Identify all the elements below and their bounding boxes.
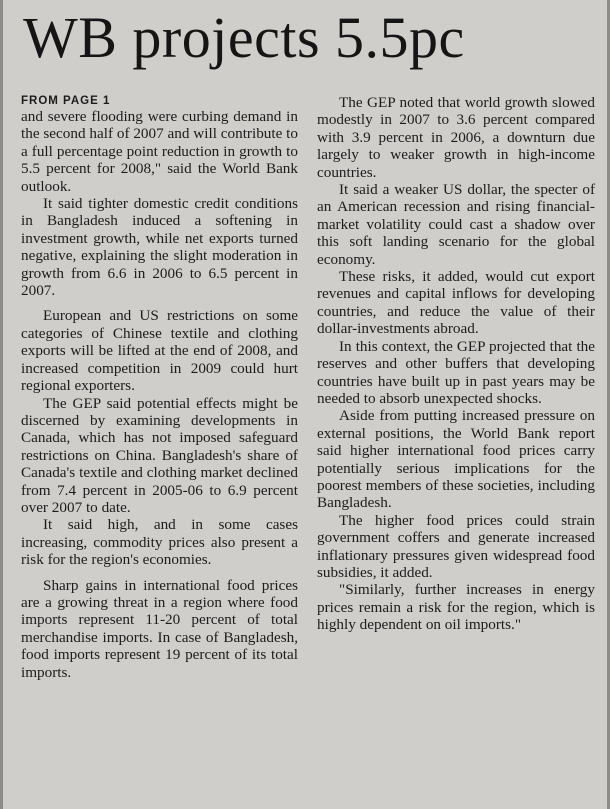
kicker: FROM PAGE 1 <box>21 95 111 107</box>
paragraph: The GEP noted that world growth slowed modestly in 2007 to 3.6 percent compared with 3.9 percent in 2006, a downturn due largely to weaker growth in high-income countries. <box>317 94 595 181</box>
right-column <box>317 94 595 634</box>
paragraph: European and US restrictions on some categories of Chinese textile and clothing exports will be lifted at the end of 2008, and increased competition in 2009 could hurt regional exporters. <box>21 307 298 395</box>
paragraph: It said tighter domestic credit conditions in Bangladesh induced a softening in investment growth, while net exports turned negative, explaining the slight moderation in growth from 6.6 in 2006 to 6.5 percent in 2007. <box>21 195 298 300</box>
paragraph: In this context, the GEP projected that the reserves and other buffers that developing countries have built up in past years may be needed to absorb unexpected shocks. <box>317 337 595 407</box>
paragraph: Sharp gains in international food prices are a growing threat in a region where food imports represent 11-20 percent of total merchandise imports. In case of Bangladesh, food imports represent 19 percent of its total imports. <box>21 576 298 681</box>
paragraph: Aside from putting increased pressure on external positions, the World Bank report said higher international food prices carry potentially serious implications for the poorest members of these societies, including Bangladesh. <box>317 407 595 512</box>
left-column <box>21 94 298 681</box>
headline: WB projects 5.5pc <box>23 5 465 70</box>
paragraph: and severe flooding were curbing demand in the second half of 2007 and will contribute to a full percentage point reduction in growth to 5.5 percent for 2008," said the World Bank outlook. <box>21 108 298 195</box>
paragraph: It said high, and in some cases increasing, commodity prices also present a risk for the region's economies. <box>21 516 298 569</box>
paragraph: These risks, it added, would cut export revenues and capital inflows for developing countries, and reduce the value of their dollar-investments abroad. <box>317 268 595 338</box>
paragraph: The GEP said potential effects might be discerned by examining developments in Canada, which has not imposed safeguard restrictions on China. Bangladesh's share of Canada's textile and clothing market declined from 7.4 percent in 2005-06 to 6.9 percent over 2007 to date. <box>21 394 298 516</box>
paragraph: The higher food prices could strain government coffers and generate increased inflationary pressures given widespread food subsidies, it added. <box>317 511 595 581</box>
paragraph: "Similarly, further increases in energy prices remain a risk for the region, which is highly dependent on oil imports." <box>317 581 595 634</box>
paragraph: It said a weaker US dollar, the specter of an American recession and rising financial-market volatility could cast a shadow over this soft landing scenario for the global economy. <box>317 181 595 268</box>
